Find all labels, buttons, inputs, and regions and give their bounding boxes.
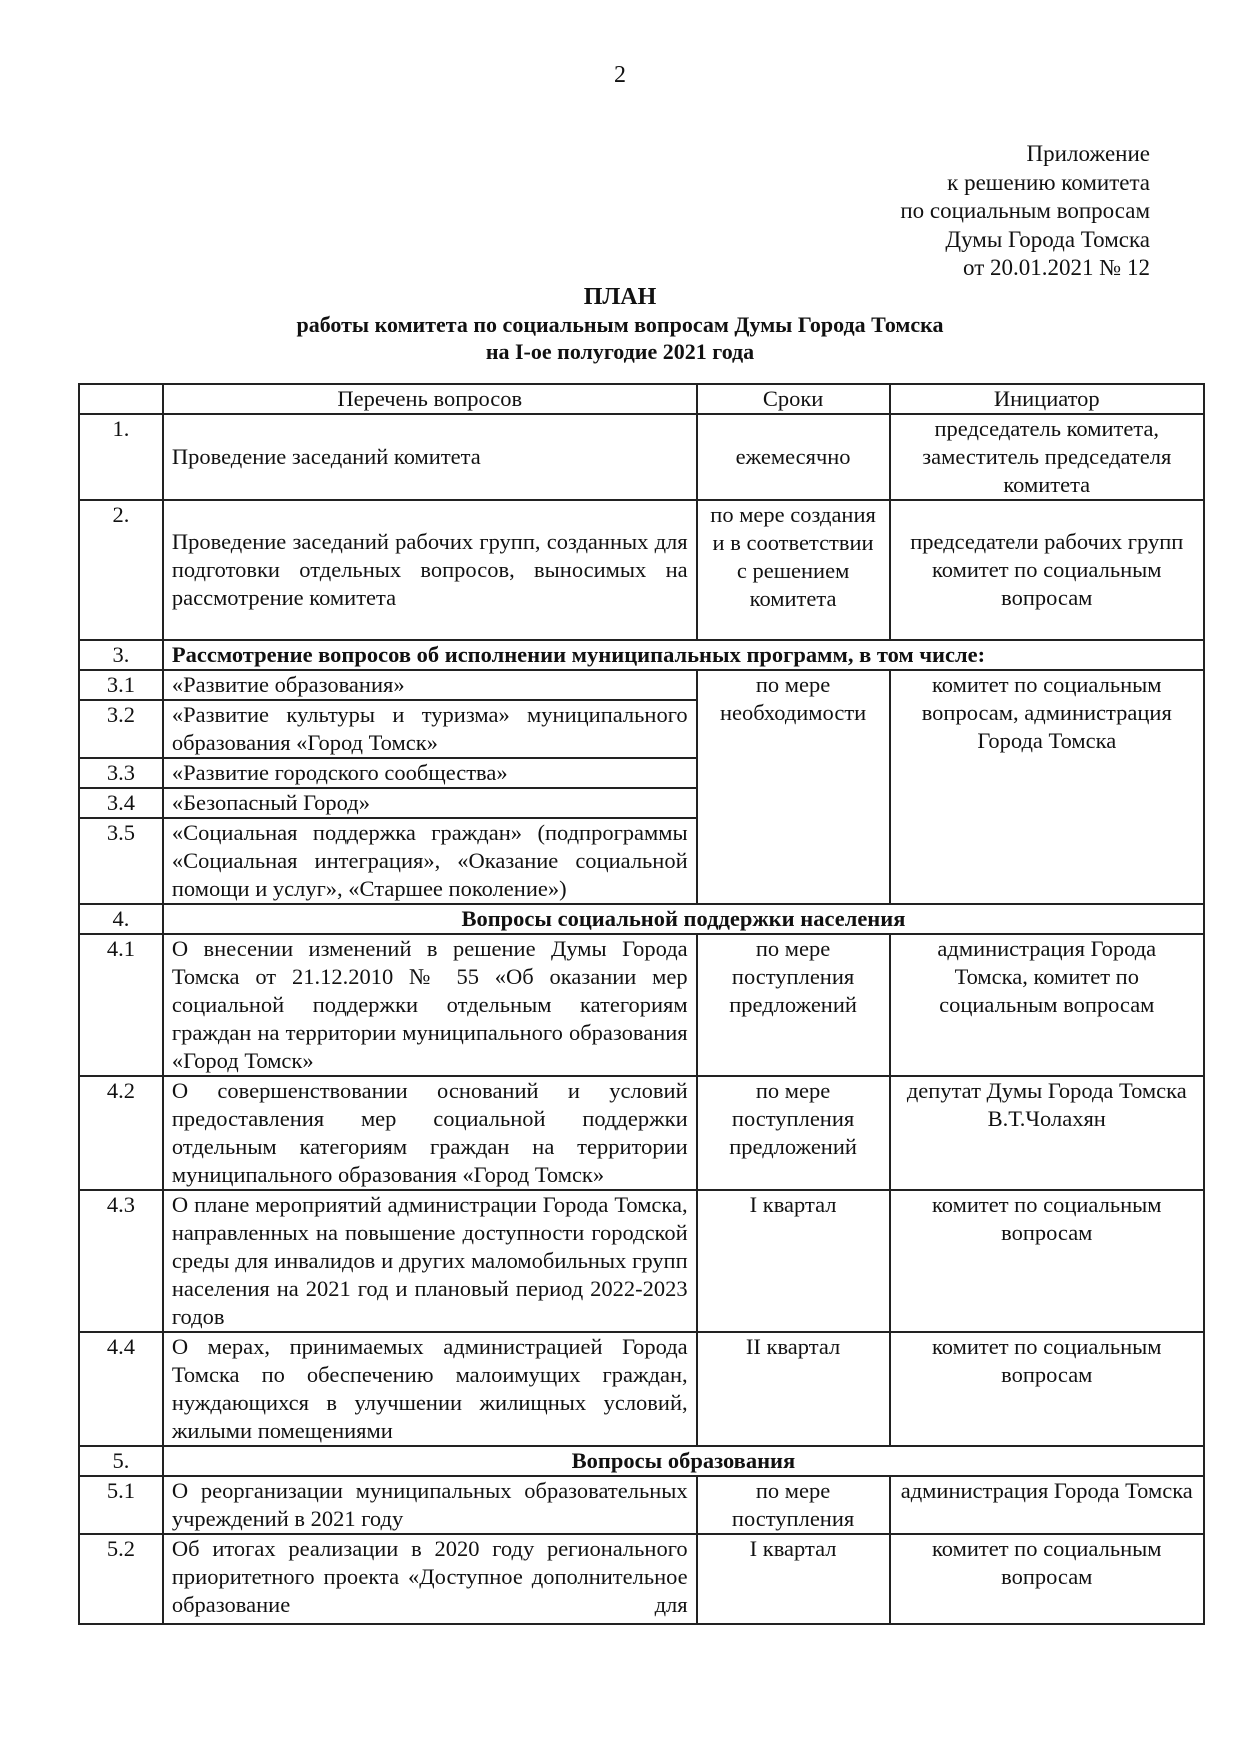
plan-table: [78, 383, 1205, 1625]
table-row: [79, 1476, 1204, 1534]
group-term: по мере необходимости: [697, 670, 890, 904]
row-issue: «Безопасный Город»: [163, 788, 697, 818]
section-title: Вопросы социальной поддержки населения: [163, 904, 1204, 934]
row-num: 4.1: [79, 934, 163, 1076]
table-row: [79, 414, 1204, 500]
row-initiator: комитет по социальным вопросам: [890, 1332, 1204, 1446]
row-issue: О совершенствовании оснований и условий предоставления мер социальной поддержки отдельным категориям граждан на территории муниципального образования «Город Томск»: [163, 1076, 697, 1190]
row-issue: «Развитие городского сообщества»: [163, 758, 697, 788]
header-term: Сроки: [697, 384, 890, 414]
row-initiator: председатель комитета, заместитель председателя комитета: [890, 414, 1204, 500]
section-num: 4.: [79, 904, 163, 934]
row-num: 3.4: [79, 788, 163, 818]
section-num: 5.: [79, 1446, 163, 1476]
row-initiator: комитет по социальным вопросам: [890, 1190, 1204, 1332]
row-issue: «Развитие культуры и туризма» муниципального образования «Город Томск»: [163, 700, 697, 758]
row-initiator: администрация Города Томска: [890, 1476, 1204, 1534]
title-heading: ПЛАН: [583, 284, 657, 310]
row-issue: О внесении изменений в решение Думы Города Томска от 21.12.2010 № 55 «Об оказании мер социальной поддержки отдельным категориям граждан на территории муниципального образования «Город Томск»: [163, 934, 697, 1076]
header-num: [79, 384, 163, 414]
row-issue: Об итогах реализации в 2020 году регионального приоритетного проекта «Доступное дополнительное образование для: [163, 1534, 697, 1624]
row-num: 5.2: [79, 1534, 163, 1624]
document-title: [0, 284, 1240, 365]
row-num: 3.2: [79, 700, 163, 758]
appendix-line: Думы Города Томска: [945, 226, 1150, 252]
table-row: [79, 670, 1204, 700]
appendix-note: [900, 140, 1150, 283]
title-line: на I-ое полугодие 2021 года: [485, 339, 755, 364]
row-issue: «Развитие образования»: [163, 670, 697, 700]
appendix-line: к решению комитета: [947, 169, 1150, 195]
row-initiator: администрация Города Томска, комитет по социальным вопросам: [890, 934, 1204, 1076]
table-row: [79, 1190, 1204, 1332]
row-num: 3.5: [79, 818, 163, 904]
row-term: ежемесячно: [697, 414, 890, 500]
section-title: Рассмотрение вопросов об исполнении муниципальных программ, в том числе:: [163, 640, 1204, 670]
table-row: [79, 1534, 1204, 1624]
appendix-line: от 20.01.2021 № 12: [963, 255, 1150, 280]
row-term: по мере поступления: [697, 1476, 890, 1534]
row-num: 4.4: [79, 1332, 163, 1446]
title-line: работы комитета по социальным вопросам Думы Города Томска: [296, 312, 944, 337]
row-num: 4.3: [79, 1190, 163, 1332]
section-title: Вопросы образования: [163, 1446, 1204, 1476]
page-number: 2: [614, 62, 626, 88]
appendix-line: Приложение: [1026, 141, 1150, 166]
row-initiator: председатели рабочих групп комитет по социальным вопросам: [890, 500, 1204, 640]
row-issue: О плане мероприятий администрации Города Томска, направленных на повышение доступности городской среды для инвалидов и других маломобильных групп населения на 2021 год и плановый период 2022-2023 годов: [163, 1190, 697, 1332]
header-initiator: Инициатор: [890, 384, 1204, 414]
appendix-line: по социальным вопросам: [900, 198, 1150, 223]
table-row: [79, 934, 1204, 1076]
row-term: I квартал: [697, 1190, 890, 1332]
row-initiator: комитет по социальным вопросам: [890, 1534, 1204, 1624]
row-issue: Проведение заседаний рабочих групп, созданных для подготовки отдельных вопросов, выносимых на рассмотрение комитета: [163, 500, 697, 640]
table-header-row: [79, 384, 1204, 414]
table-row: [79, 500, 1204, 640]
group-initiator: комитет по социальным вопросам, администрация Города Томска: [890, 670, 1204, 904]
row-num: 1.: [79, 414, 163, 500]
header-issue: Перечень вопросов: [163, 384, 697, 414]
section-row: [79, 904, 1204, 934]
row-issue: Проведение заседаний комитета: [163, 414, 697, 500]
section-row: [79, 1446, 1204, 1476]
row-num: 2.: [79, 500, 163, 640]
row-initiator: депутат Думы Города Томска В.Т.Чолахян: [890, 1076, 1204, 1190]
row-term: по мере поступления предложений: [697, 1076, 890, 1190]
section-row: [79, 640, 1204, 670]
row-term: I квартал: [697, 1534, 890, 1624]
table-row: [79, 1076, 1204, 1190]
row-num: 4.2: [79, 1076, 163, 1190]
row-term: по мере создания и в соответствии с решением комитета: [697, 500, 890, 640]
section-num: 3.: [79, 640, 163, 670]
row-issue: О реорганизации муниципальных образовательных учреждений в 2021 году: [163, 1476, 697, 1534]
row-term: II квартал: [697, 1332, 890, 1446]
row-num: 3.3: [79, 758, 163, 788]
row-num: 5.1: [79, 1476, 163, 1534]
row-term: по мере поступления предложений: [697, 934, 890, 1076]
table-row: [79, 1332, 1204, 1446]
row-issue: «Социальная поддержка граждан» (подпрограммы «Социальная интеграция», «Оказание социальной помощи и услуг», «Старшее поколение»): [163, 818, 697, 904]
row-issue: О мерах, принимаемых администрацией Города Томска по обеспечению малоимущих граждан, нуждающихся в улучшении жилищных условий, жилыми помещениями: [163, 1332, 697, 1446]
row-num: 3.1: [79, 670, 163, 700]
